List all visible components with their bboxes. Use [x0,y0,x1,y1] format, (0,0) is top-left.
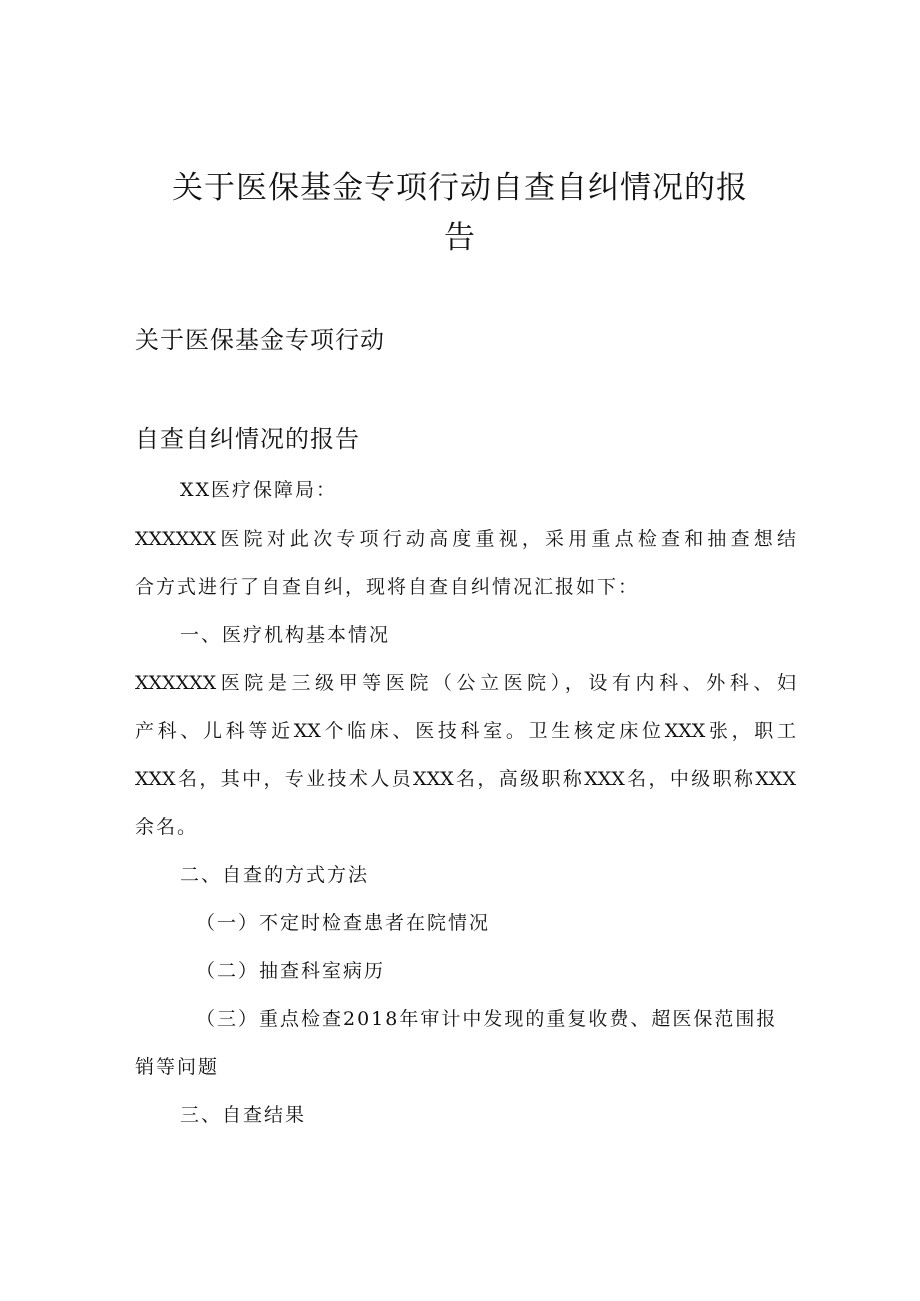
section-1-line-3: XXX名，其中，专业技术人员XXX名，高级职称XXX名，中级职称XXX [135,768,796,790]
intro-line-2: 合方式进行了自查自纠，现将自查自纠情况汇报如下： [135,576,640,598]
section-1-line-2: 产科、儿科等近XX个临床、医技科室。卫生核定床位XXX张，职工 [135,720,796,742]
section-2-item-2: （二）抽查科室病历 [196,960,386,982]
section-2-item-1: （一）不定时检查患者在院情况 [196,912,491,934]
subheading-2: 自查自纠情况的报告 [135,425,360,453]
title-line-2: 告 [444,220,476,256]
title-line-1: 关于医保基金专项行动自查自纠情况的报 [172,170,748,206]
section-2-heading: 二、自查的方式方法 [180,864,370,886]
subheading-1: 关于医保基金专项行动 [135,326,385,354]
document-title [130,163,790,263]
section-2-item-3-line-1: （三）重点检查2018年审计中发现的重复收费、超医保范围报 [196,1008,778,1030]
section-3-heading: 三、自查结果 [180,1104,307,1126]
section-1-heading: 一、医疗机构基本情况 [180,624,391,646]
section-1-line-4: 余名。 [135,816,199,838]
section-2-item-3-line-2: 销等问题 [135,1056,220,1078]
section-1-line-1: XXXXXX医院是三级甲等医院（公立医院），设有内科、外科、妇 [135,672,796,694]
intro-line-1: XXXXXX医院对此次专项行动高度重视，采用重点检查和抽查想结 [135,528,796,550]
salutation: XX医疗保障局： [180,479,338,501]
